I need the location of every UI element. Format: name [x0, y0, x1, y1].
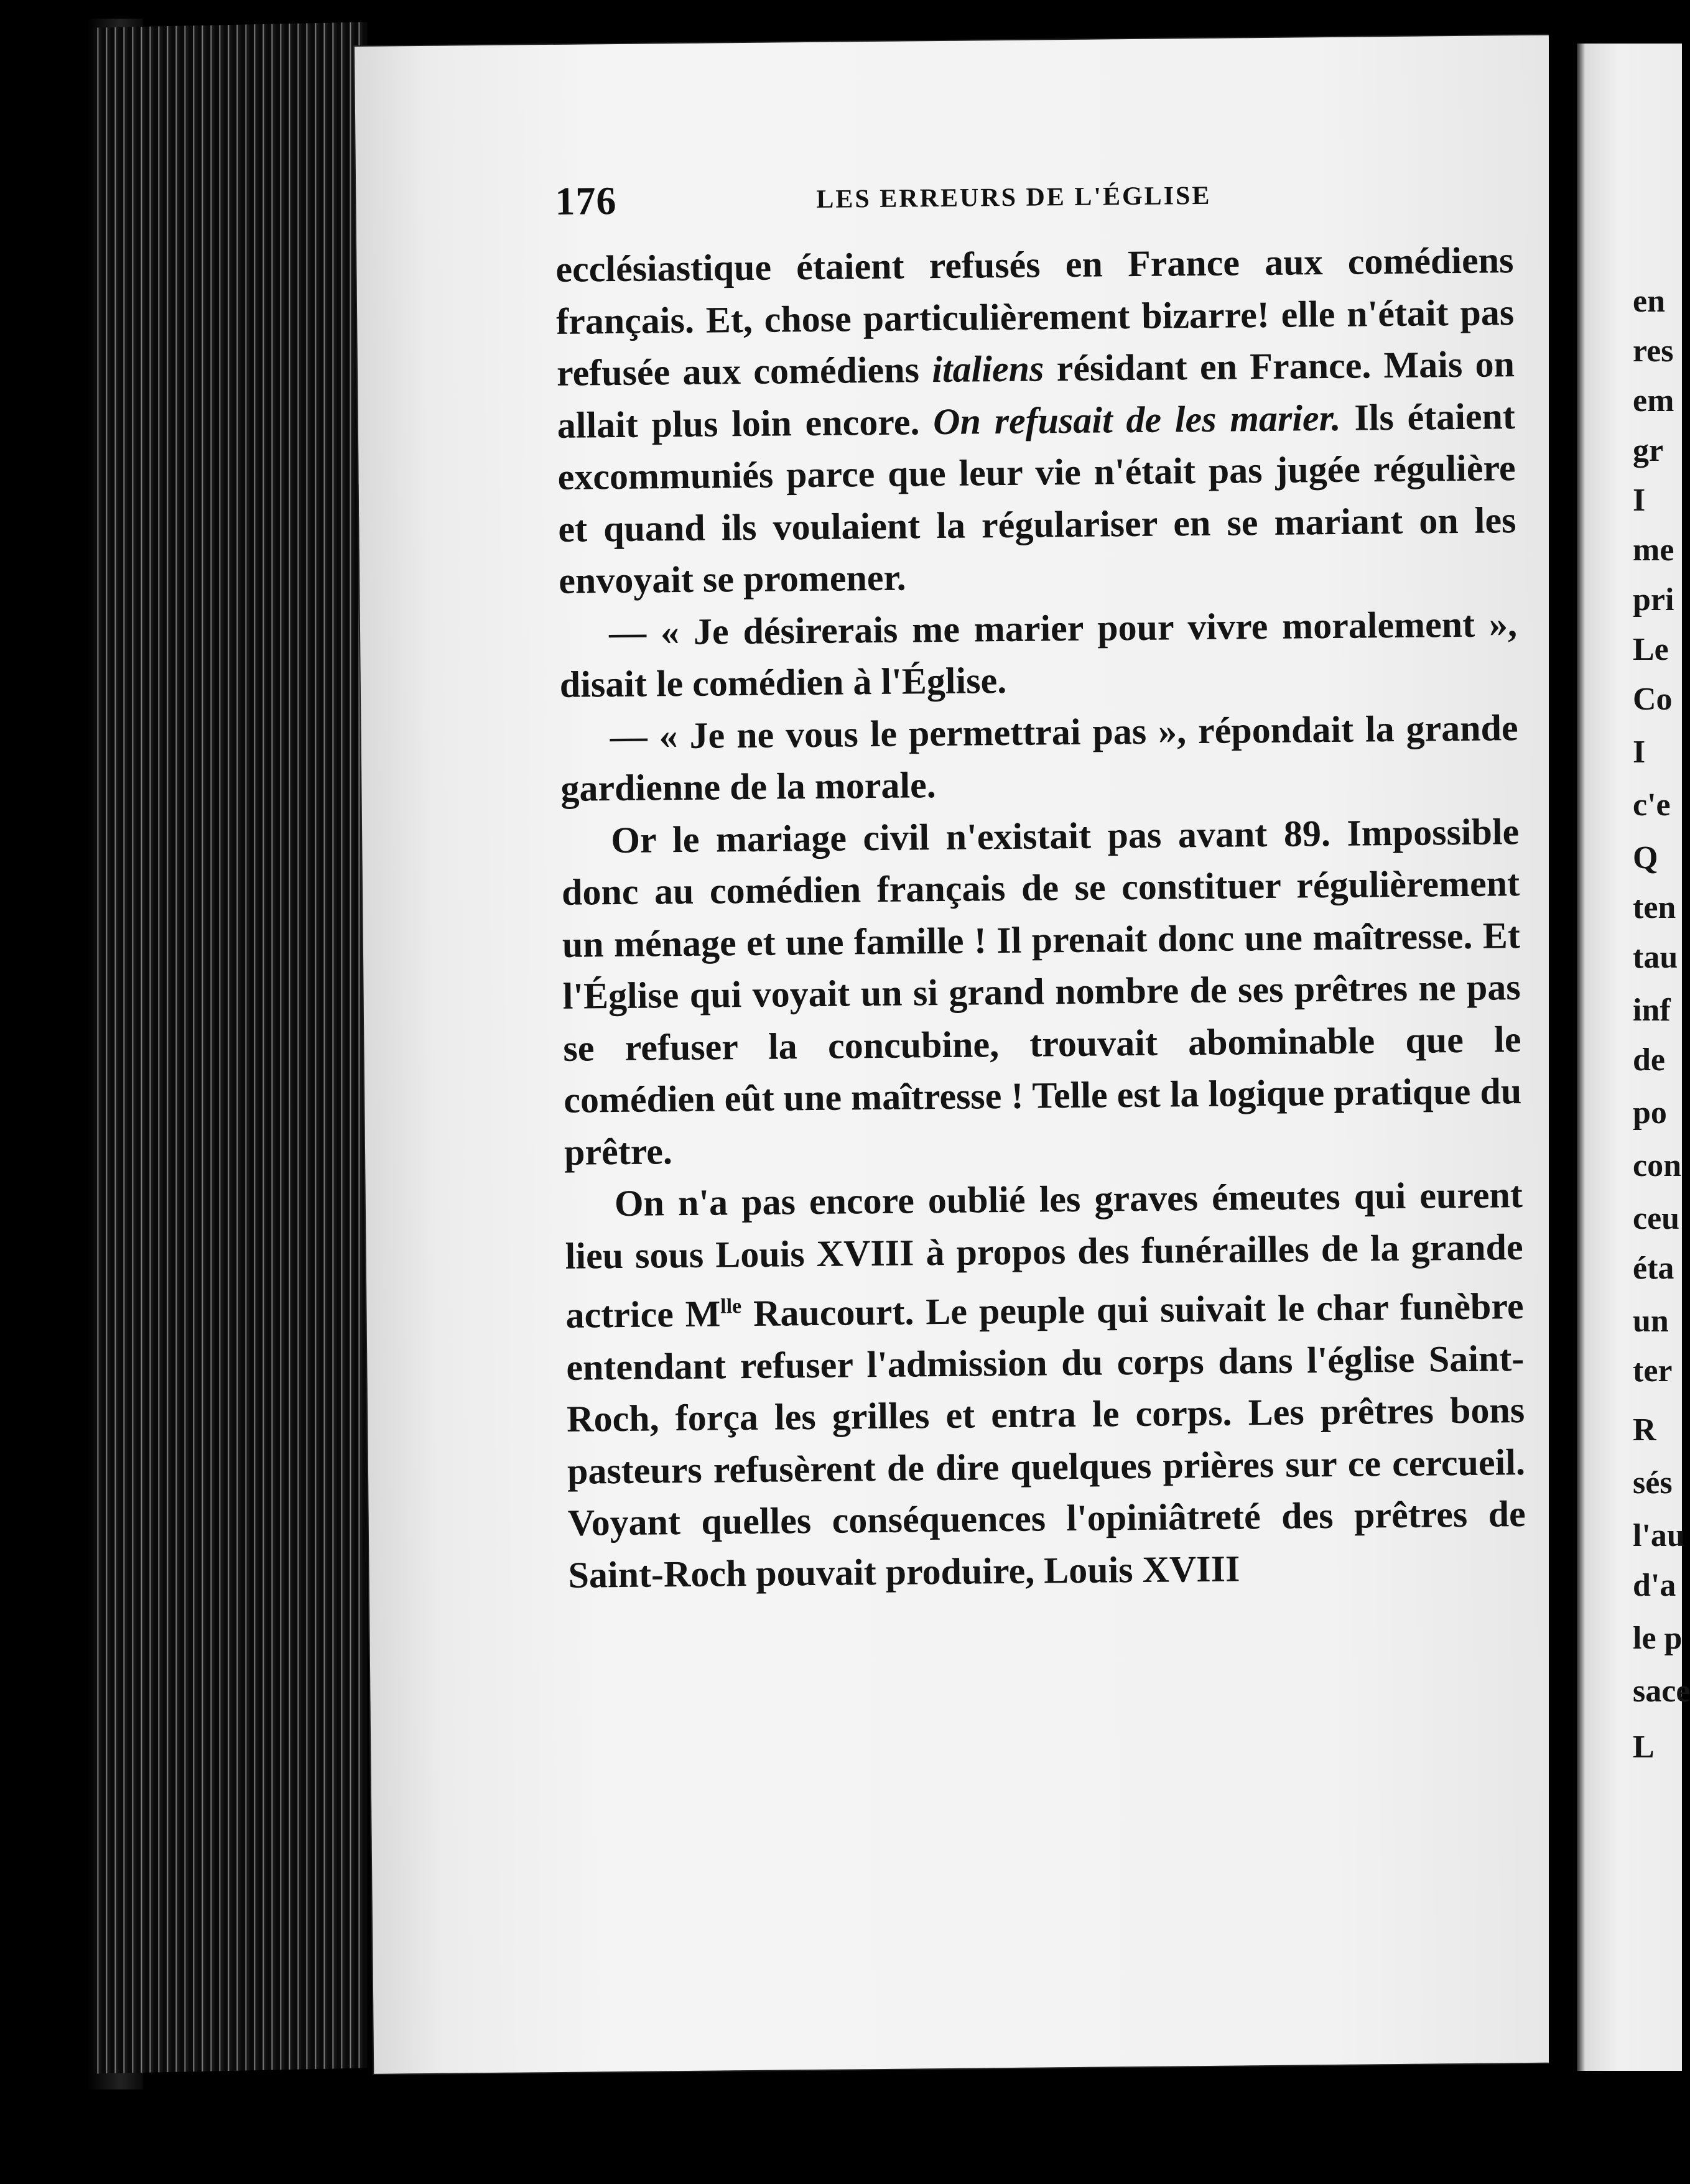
facing-page-fragment: éta [1633, 1251, 1674, 1286]
next-page-edge [1577, 44, 1690, 2071]
facing-page-fragment: R [1633, 1412, 1656, 1448]
facing-page-fragment: en [1633, 284, 1665, 319]
page-header [555, 169, 1526, 234]
facing-page-fragment: L [1633, 1729, 1655, 1765]
facing-page-fragment: I [1633, 734, 1646, 770]
facing-page-fragment: d'a [1633, 1568, 1676, 1603]
facing-page-fragment: Co [1633, 682, 1673, 717]
facing-page-fragment: Q [1633, 840, 1658, 876]
facing-page-fragment: l'au [1633, 1518, 1685, 1553]
page-number: 176 [555, 178, 617, 223]
facing-page-fragment: con [1633, 1148, 1681, 1183]
paragraph [560, 702, 1519, 815]
facing-page-fragment: em [1633, 383, 1674, 419]
text-run: — « Je ne vous le permettrai pas », répondait la grande gardienne de la morale. [560, 706, 1518, 809]
facing-page-fragment: ten [1633, 890, 1676, 925]
facing-page-fragment: res [1633, 333, 1674, 369]
facing-page-fragment: ter [1633, 1353, 1673, 1389]
text-run: résidant en France. Mais on allait plus loin encore. [557, 343, 1515, 446]
facing-page-fragment: sés [1633, 1465, 1673, 1501]
facing-page-fragment: I [1633, 483, 1646, 518]
facing-page-fragment: un [1633, 1303, 1669, 1339]
facing-page-fragment: po [1633, 1095, 1667, 1131]
facing-page-fragment: pri [1633, 582, 1674, 618]
text-run: ecclésiastique étaient refusés en France aux comédiens français. Et, chose particulièrement bizarre! elle n'était pas refusée aux comédiens [555, 239, 1515, 394]
text-run: Ils étaient excommuniés parce que leur vie n'était pas jugée régulière et quand ils voulaient la régulariser en se mariant on les envoyait se promener. [557, 395, 1516, 601]
book-page [355, 35, 1568, 2074]
text-run: — « Je désirerais me marier pour vivre moralement », disait le comédien à l'Église. [559, 603, 1518, 705]
text-run: On n'a pas encore oublié les graves émeutes qui eurent lieu sous Louis XVIII à propos des funérailles de la grande actrice M [565, 1174, 1523, 1336]
facing-page-fragment: inf [1633, 993, 1671, 1028]
italic-run: On refusait de les marier. [932, 397, 1341, 442]
facing-page-fragment: me [1633, 532, 1674, 568]
facing-page-fragment: c'e [1633, 787, 1671, 823]
text-run: Raucourt. Le peuple qui suivait le char funèbre entendant refuser l'admission du corps dans l'église Saint-Roch, força les grilles et entra le corps. Les prêtres bons pasteurs refusèrent de dire quelques prières sur ce cercueil. Voyant quelles conséquences l'opiniâtreté des prêtres de Saint-Roch pouvait produire, Louis XVIII [566, 1285, 1526, 1596]
paragraph [555, 234, 1517, 607]
paragraph [559, 598, 1518, 711]
gutter-shadow [1549, 0, 1580, 2184]
page-stack-edge [93, 22, 367, 2073]
paragraph [561, 806, 1523, 1178]
superscript: lle [720, 1295, 742, 1318]
facing-page-fragment: Le [1633, 632, 1669, 667]
italic-run: italiens [931, 348, 1044, 391]
paragraph [564, 1169, 1526, 1601]
facing-page-fragment: ceu [1633, 1201, 1680, 1236]
running-title: LES ERREURS DE L'ÉGLISE [816, 181, 1212, 214]
facing-page-fragment: le p [1633, 1621, 1683, 1656]
facing-page-fragment: tau [1633, 940, 1678, 975]
facing-page-fragment: sace [1633, 1673, 1690, 1709]
facing-page-fragment: gr [1633, 433, 1664, 468]
page-body [555, 234, 1526, 1601]
facing-page-fragment: de [1633, 1042, 1665, 1078]
text-run: Or le mariage civil n'existait pas avant 89. Impossible donc au comédien français de se constituer régulièrement un ménage et une famille ! Il prenait donc une maîtresse. Et l'Église qui voyait un si grand nombre de ses prêtres ne pas se refuser la concubine, trouvait abominable que le comédien eût une maîtresse ! Telle est la logique pratique du prêtre. [561, 810, 1522, 1173]
